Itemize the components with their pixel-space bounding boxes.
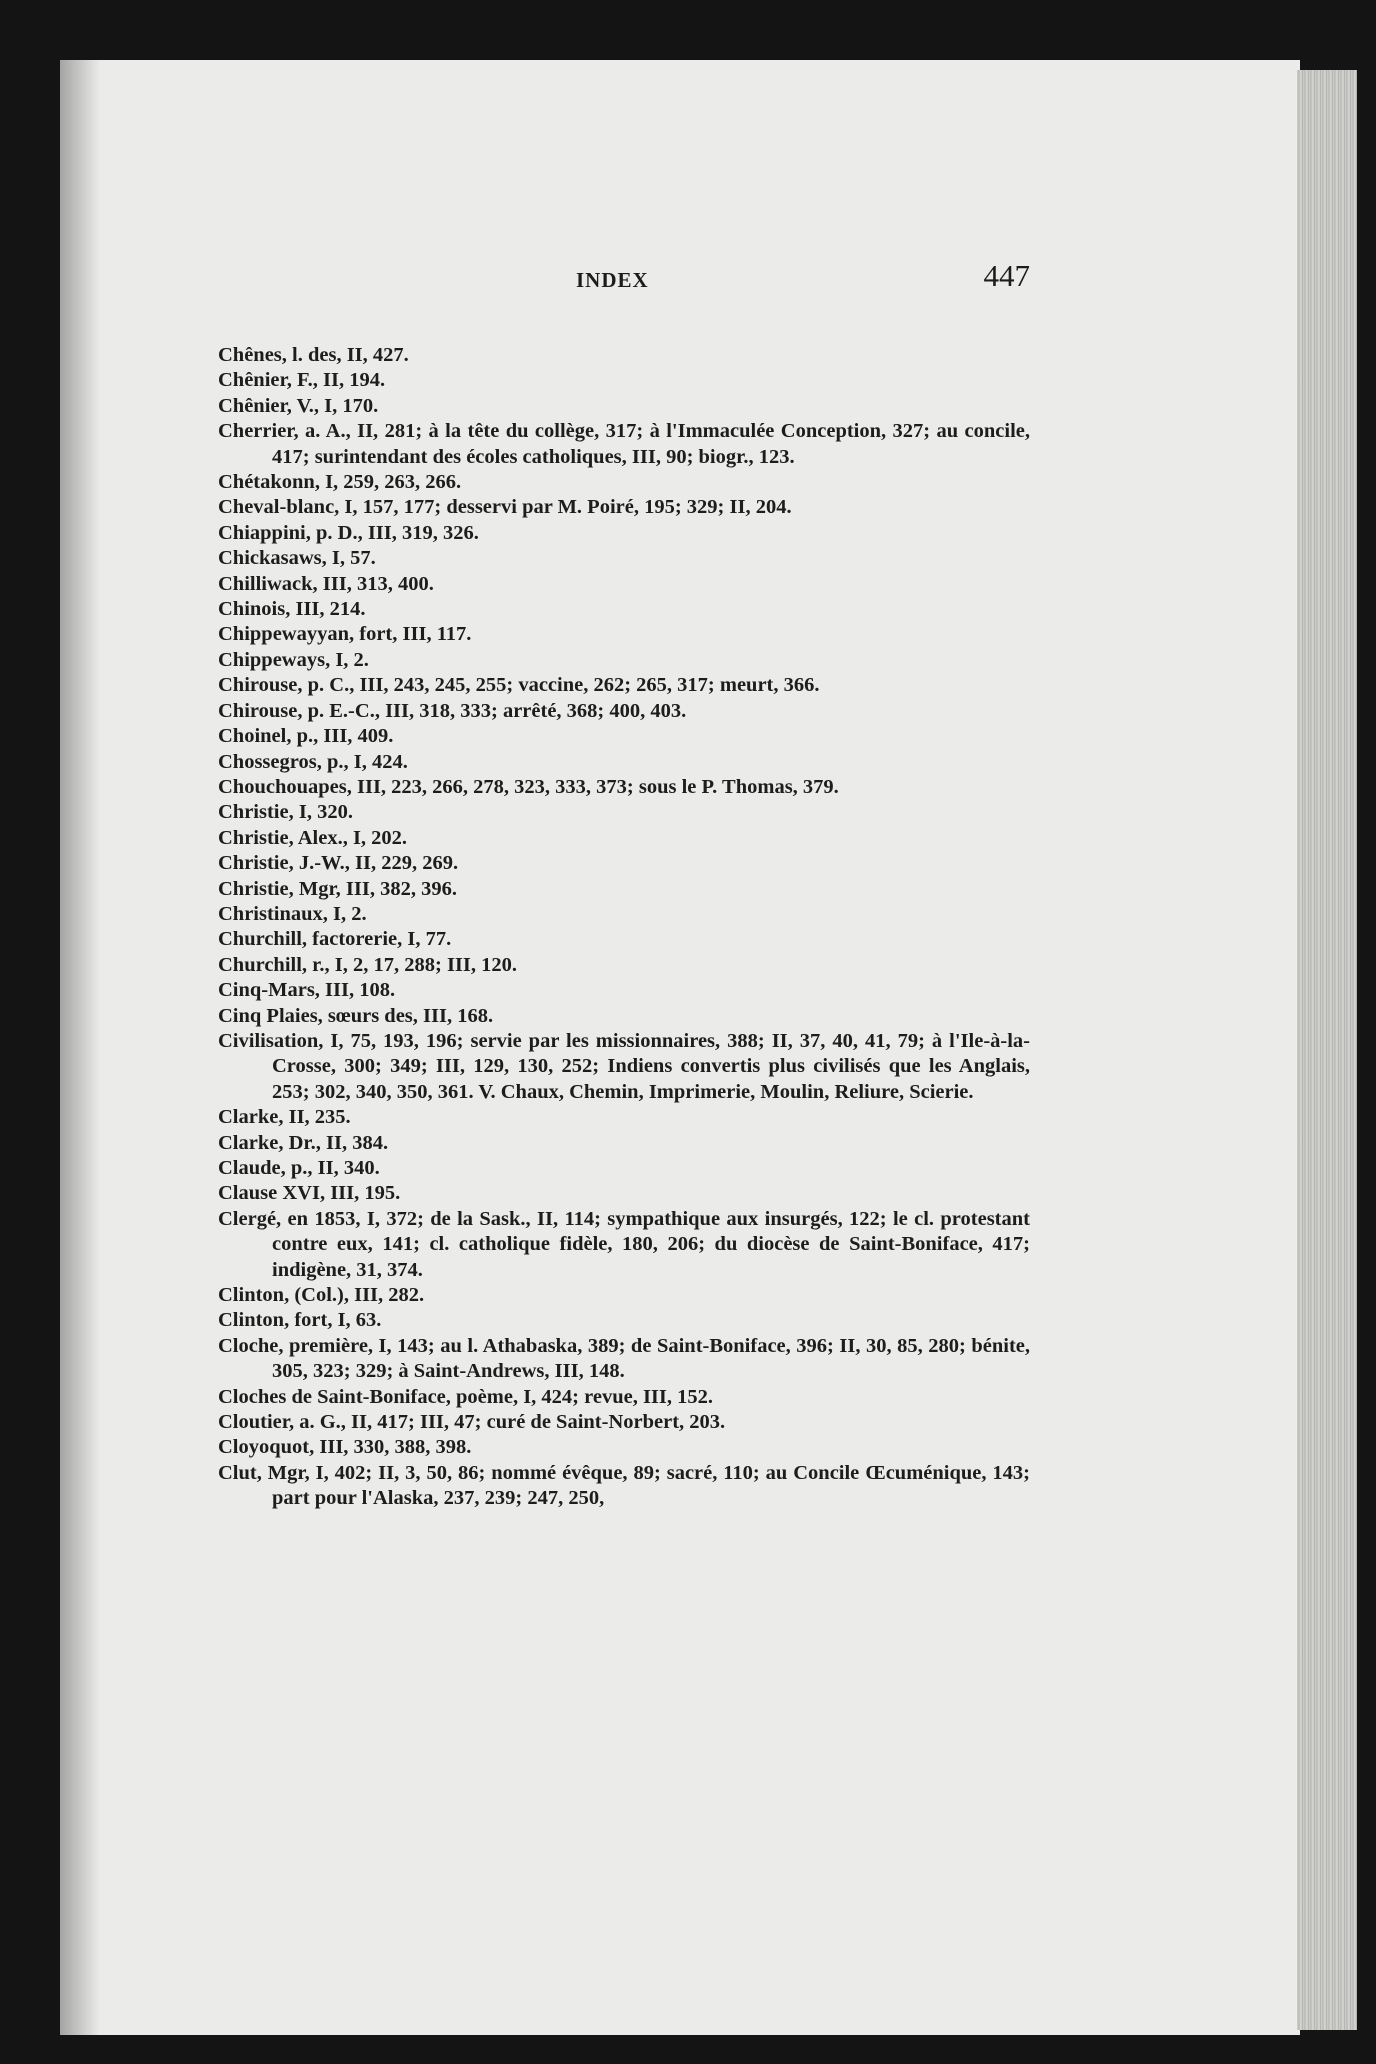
index-entry: Clut, Mgr, I, 402; II, 3, 50, 86; nommé évêque, 89; sacré, 110; au Concile Œcuménique, 143; part pour l'Alaska, 237, 239; 247, 250, — [218, 1461, 1030, 1510]
index-entry: Cinq-Mars, III, 108. — [218, 979, 396, 1002]
running-head: INDEX — [576, 268, 649, 292]
index-entry: Chétakonn, I, 259, 263, 266. — [218, 471, 462, 494]
index-entry: Christinaux, I, 2. — [218, 902, 367, 925]
index-entry: Chossegros, p., I, 424. — [218, 750, 408, 773]
index-entry: Chiappini, p. D., III, 319, 326. — [218, 521, 479, 544]
index-entry: Churchill, r., I, 2, 17, 288; III, 120. — [218, 953, 518, 976]
index-entry: Clarke, Dr., II, 384. — [218, 1131, 389, 1154]
index-entry: Chênes, l. des, II, 427. — [218, 344, 409, 366]
index-entry: Cloyoquot, III, 330, 388, 398. — [218, 1436, 472, 1459]
index-entry: Chickasaws, I, 57. — [218, 547, 376, 570]
index-entry: Claude, p., II, 340. — [218, 1157, 380, 1179]
page-number: 447 — [983, 258, 1030, 293]
index-entry: Christie, J.-W., II, 229, 269. — [218, 852, 459, 875]
page-header — [218, 258, 1030, 302]
index-entry: Christie, Mgr, III, 382, 396. — [218, 877, 457, 900]
index-entry: Cherrier, a. A., II, 281; à la tête du collège, 317; à l'Immaculée Conception, 327; au concile, 417; surintendant des écoles catholiques, III, 90; biogr., 123. — [218, 420, 1030, 468]
index-entry: Choinel, p., III, 409. — [218, 725, 394, 748]
index-entry: Cloche, première, I, 143; au l. Athabaska, 389; de Saint-Boniface, 396; II, 30, 85, 280; bénite, 305, 323; 329; à Saint-Andrews, III, 148. — [218, 1334, 1030, 1383]
index-entry: Civilisation, I, 75, 193, 196; servie par les missionnaires, 388; II, 37, 40, 41, 79; à l'Ile-à-la-Crosse, 300; 349; III, 129, 130, 252; Indiens convertis plus civilisés que les Anglais, 253; 302, 340, 350, 361. V. Chaux, Chemin, Imprimerie, Moulin, Reliure, Scierie. — [218, 1029, 1030, 1103]
page-edges — [1297, 70, 1357, 2030]
index-entry: Clinton, fort, I, 63. — [218, 1309, 382, 1332]
index-entry: Cinq Plaies, sœurs des, III, 168. — [218, 1004, 494, 1027]
index-entry: Chinois, III, 214. — [218, 598, 366, 621]
index-entry: Clinton, (Col.), III, 282. — [218, 1284, 425, 1307]
index-entry: Chênier, V., I, 170. — [218, 394, 379, 417]
index-entries — [218, 343, 1030, 1512]
index-entry: Churchill, factorerie, I, 77. — [218, 928, 452, 951]
index-entry: Clarke, II, 235. — [218, 1106, 351, 1129]
index-entry: Christie, I, 320. — [218, 801, 353, 824]
index-entry: Cheval-blanc, I, 157, 177; desservi par M. Poiré, 195; 329; II, 204. — [218, 496, 792, 519]
index-entry: Cloutier, a. G., II, 417; III, 47; curé de Saint-Norbert, 203. — [218, 1411, 726, 1434]
index-entry: Chippeways, I, 2. — [218, 648, 369, 671]
index-entry: Chouchouapes, III, 223, 266, 278, 323, 333, 373; sous le P. Thomas, 379. — [218, 775, 839, 798]
index-entry: Chirouse, p. E.-C., III, 318, 333; arrêté, 368; 400, 403. — [218, 699, 687, 722]
index-entry: Chippewayyan, fort, III, 117. — [218, 623, 472, 646]
index-entry: Cloches de Saint-Boniface, poème, I, 424; revue, III, 152. — [218, 1385, 714, 1408]
gutter-shadow — [60, 60, 100, 2035]
index-entry: Clergé, en 1853, I, 372; de la Sask., II, 114; sympathique aux insurgés, 122; le cl. protestant contre eux, 141; cl. catholique fidèle, 180, 206; du diocèse de Saint-Boniface, 417; indigène, 31, 374. — [218, 1207, 1030, 1281]
index-entry: Chirouse, p. C., III, 243, 245, 255; vaccine, 262; 265, 317; meurt, 366. — [218, 674, 820, 697]
index-entry: Chênier, F., II, 194. — [218, 369, 386, 392]
index-entry: Chilliwack, III, 313, 400. — [218, 572, 434, 595]
index-entry: Clause XVI, III, 195. — [218, 1182, 401, 1205]
index-entry: Christie, Alex., I, 202. — [218, 826, 408, 849]
